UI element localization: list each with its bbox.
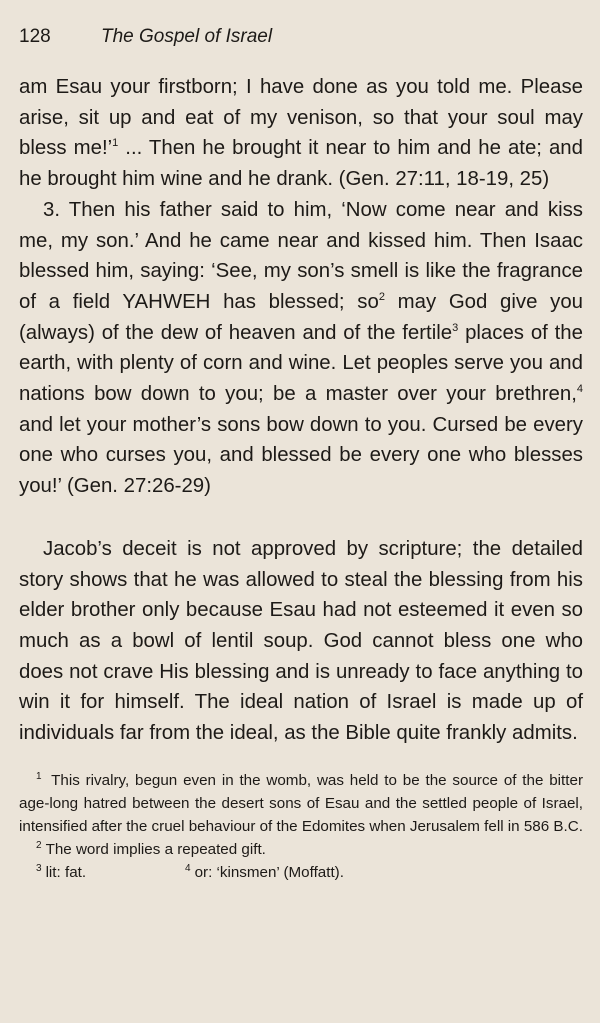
page-number: 128: [19, 26, 51, 47]
quote-text: ... Then he brought it near to him and he ate; and he brought him wine and he drank. (Gen. 27:11, 18-19, 25): [19, 137, 583, 191]
running-head: [19, 24, 583, 50]
footnote-marker-2: 2: [36, 839, 42, 851]
footnote-marker-3: 3: [36, 862, 42, 874]
quote-text: am Esau your firstborn; I have done as you told me. Please arise, sit up and eat of my venison, so that your soul may bless me!’: [19, 76, 583, 160]
footnote-ref-2: 2: [378, 291, 385, 304]
quotation-paragraph-1: [19, 72, 583, 195]
quote-text: may God give you (always) of the dew of heaven and of the fertile: [19, 290, 583, 344]
footnote-text-2: The word implies a repeated gift.: [45, 840, 266, 858]
footnote-text-3: lit: fat.: [45, 863, 87, 881]
footnote-4: [185, 861, 344, 884]
commentary-paragraph: Jacob’s deceit is not approved by scripture; the detailed story shows that he was allowed to steal the blessing from his elder brother only because Esau had not esteemed it even so much as a bowl of lentil soup. God cannot bless one who does not crave His blessing and is unready to face anything to win it for himself. The ideal nation of Israel is made up of individuals far from the ideal, as the Bible quite frankly admits.: [19, 537, 583, 745]
quote-text: places of the earth, with plenty of corn and wine. Let peoples serve you and nations bow down to you; be a master over your brethren,: [19, 321, 583, 406]
commentary: [19, 534, 583, 749]
footnote-marker-1: 1: [36, 770, 42, 782]
quote-text: and let your mother’s sons bow down to you. Cursed be every one who curses you, and blessed be every one who blesses you!’ (Gen. 27:26-29): [19, 413, 583, 498]
quotation-paragraph-2: [19, 195, 583, 502]
quote-text: 3. Then his father said to him, ‘Now come near and kiss me, my son.’ And he came near and kissed him. Then Isaac blessed him, saying: ‘See, my son’s smell is like the fragrance of a field YAHWEH has blessed; so: [19, 198, 583, 313]
scripture-quotation: [19, 72, 583, 502]
footnote-1: [19, 769, 583, 838]
footnotes: [19, 769, 583, 884]
footnote-ref-3: 3: [452, 321, 459, 334]
running-title: The Gospel of Israel: [101, 26, 273, 47]
footnote-ref-4: 4: [576, 383, 583, 396]
footnote-2: [19, 838, 583, 861]
footnote-3: [36, 861, 185, 884]
footnote-row-3-4: [19, 861, 583, 884]
footnote-text-4: or: ‘kinsmen’ (Moffatt).: [194, 863, 344, 881]
footnote-text-1: This rivalry, begun even in the womb, was held to be the source of the bitter age-long hatred between the desert sons of Esau and the settled people of Israel, intensified after the cruel behaviour of the Edomites when Jerusalem fell in 586 B.C.: [19, 771, 583, 835]
footnote-marker-4: 4: [185, 862, 191, 874]
footnote-ref-1: 1: [112, 137, 119, 150]
